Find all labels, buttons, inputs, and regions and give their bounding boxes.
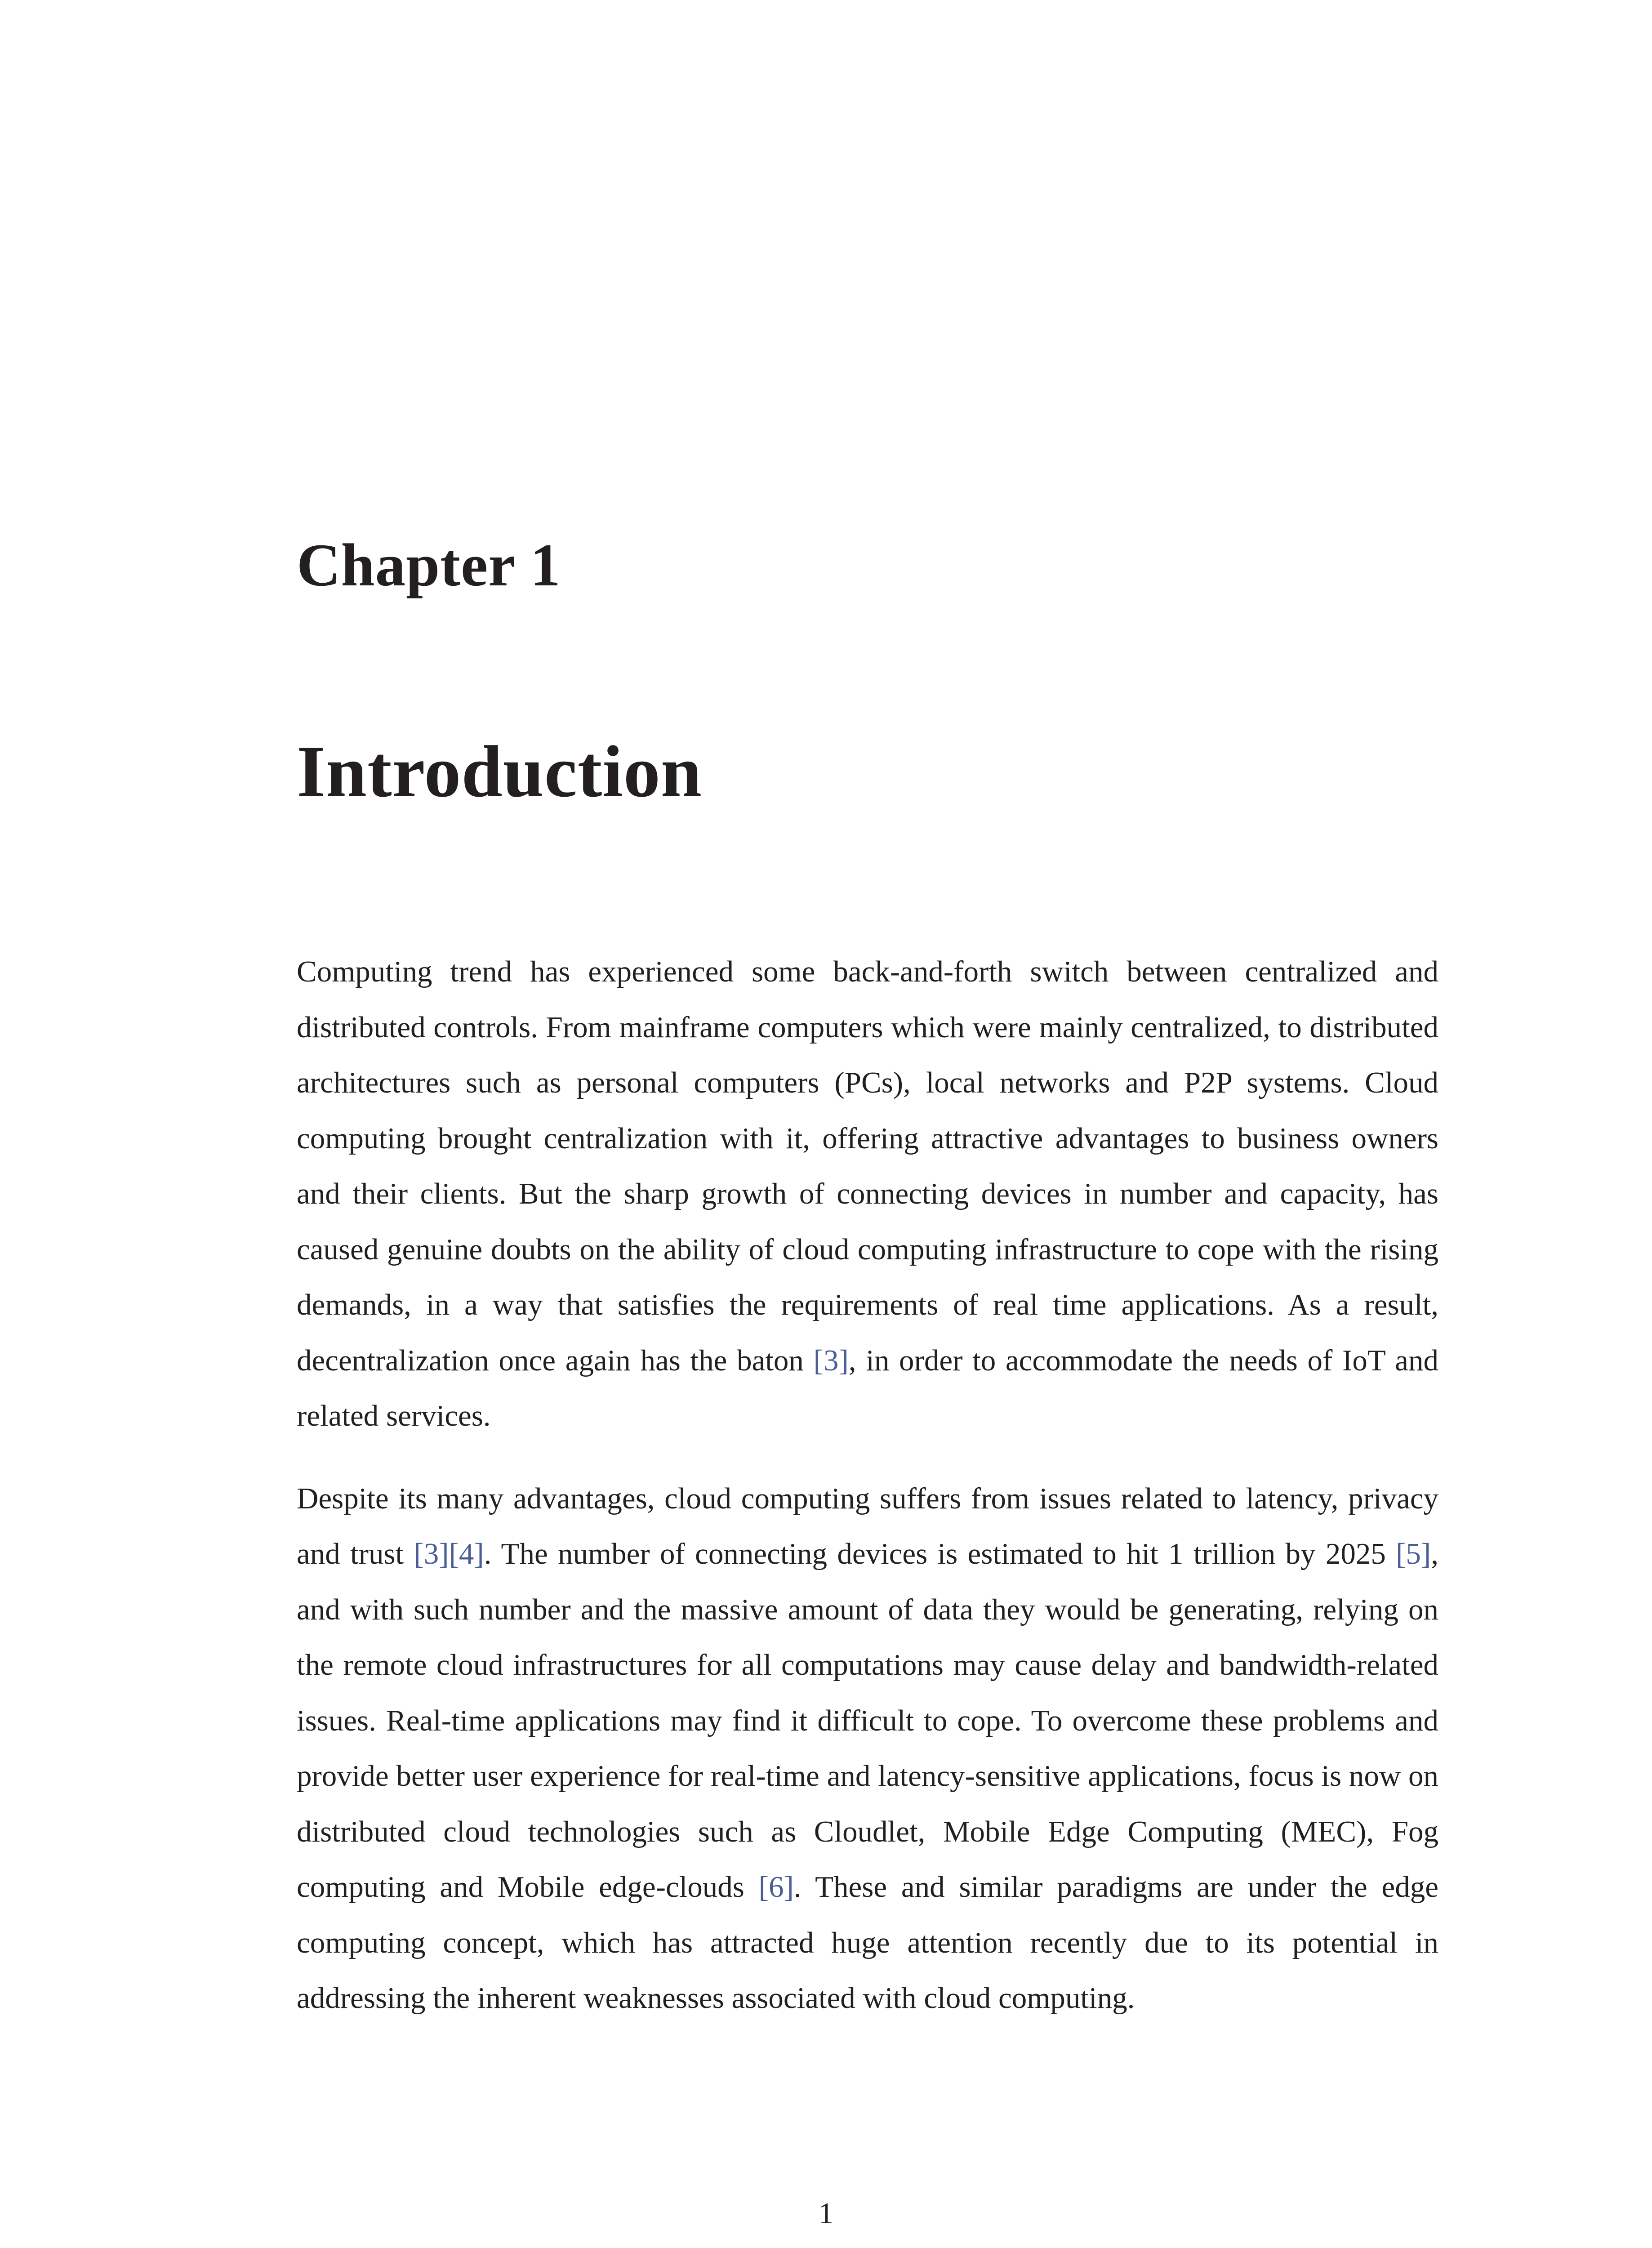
citation-link[interactable]: [3]	[813, 1343, 849, 1377]
paragraph-text: . The number of connecting devices is estimated to hit 1 trillion by 2025	[484, 1537, 1396, 1570]
citation-link[interactable]: [5]	[1396, 1537, 1431, 1570]
body-text	[297, 944, 1438, 2053]
paragraph-text: , and with such number and the massive amount of data they would be generating, relying on the remote cloud infrastructures for all computations may cause delay and bandwidth-related issues. Real-time applications may find it difficult to cope. To overcome these problems and provide better user experience for real-time and latency-sensitive applications, focus is now on distributed cloud technologies such as Cloudlet, Mobile Edge Computing (MEC), Fog computing and Mobile edge-clouds	[297, 1537, 1438, 1904]
page-number: 1	[818, 2197, 834, 2230]
citation-link[interactable]: [6]	[758, 1870, 794, 1904]
chapter-title: Introduction	[297, 731, 703, 812]
citation-link[interactable]: [4]	[449, 1537, 484, 1570]
paragraph-text: Computing trend has experienced some back-and-forth switch between centralized and distributed controls. From mainframe computers which were mainly centralized, to distributed architectures such as personal computers (PCs), local networks and P2P systems. Cloud computing brought centralization with it, offering attractive advantages to business owners and their clients. But the sharp growth of connecting devices in number and capacity, has caused genuine doubts on the ability of cloud computing infrastructure to cope with the rising demands, in a way that satisfies the requirements of real time applications. As a result, decentralization once again has the baton	[297, 955, 1438, 1377]
paragraph	[297, 944, 1438, 1444]
paragraph-text: Despite its many advantages, cloud computing suffers from issues related to latency, privacy and trust	[297, 1481, 1438, 1570]
chapter-label: Chapter 1	[297, 532, 561, 599]
citation-link[interactable]: [3]	[414, 1537, 449, 1570]
paragraph-text: . These and similar paradigms are under the edge computing concept, which has attracted huge attention recently due to its potential in addressing the inherent weaknesses associated with cloud computing.	[297, 1870, 1439, 2015]
paragraph	[297, 1471, 1438, 2026]
paragraph-text: , in order to accommodate the needs of IoT and related services.	[297, 1343, 1438, 1432]
